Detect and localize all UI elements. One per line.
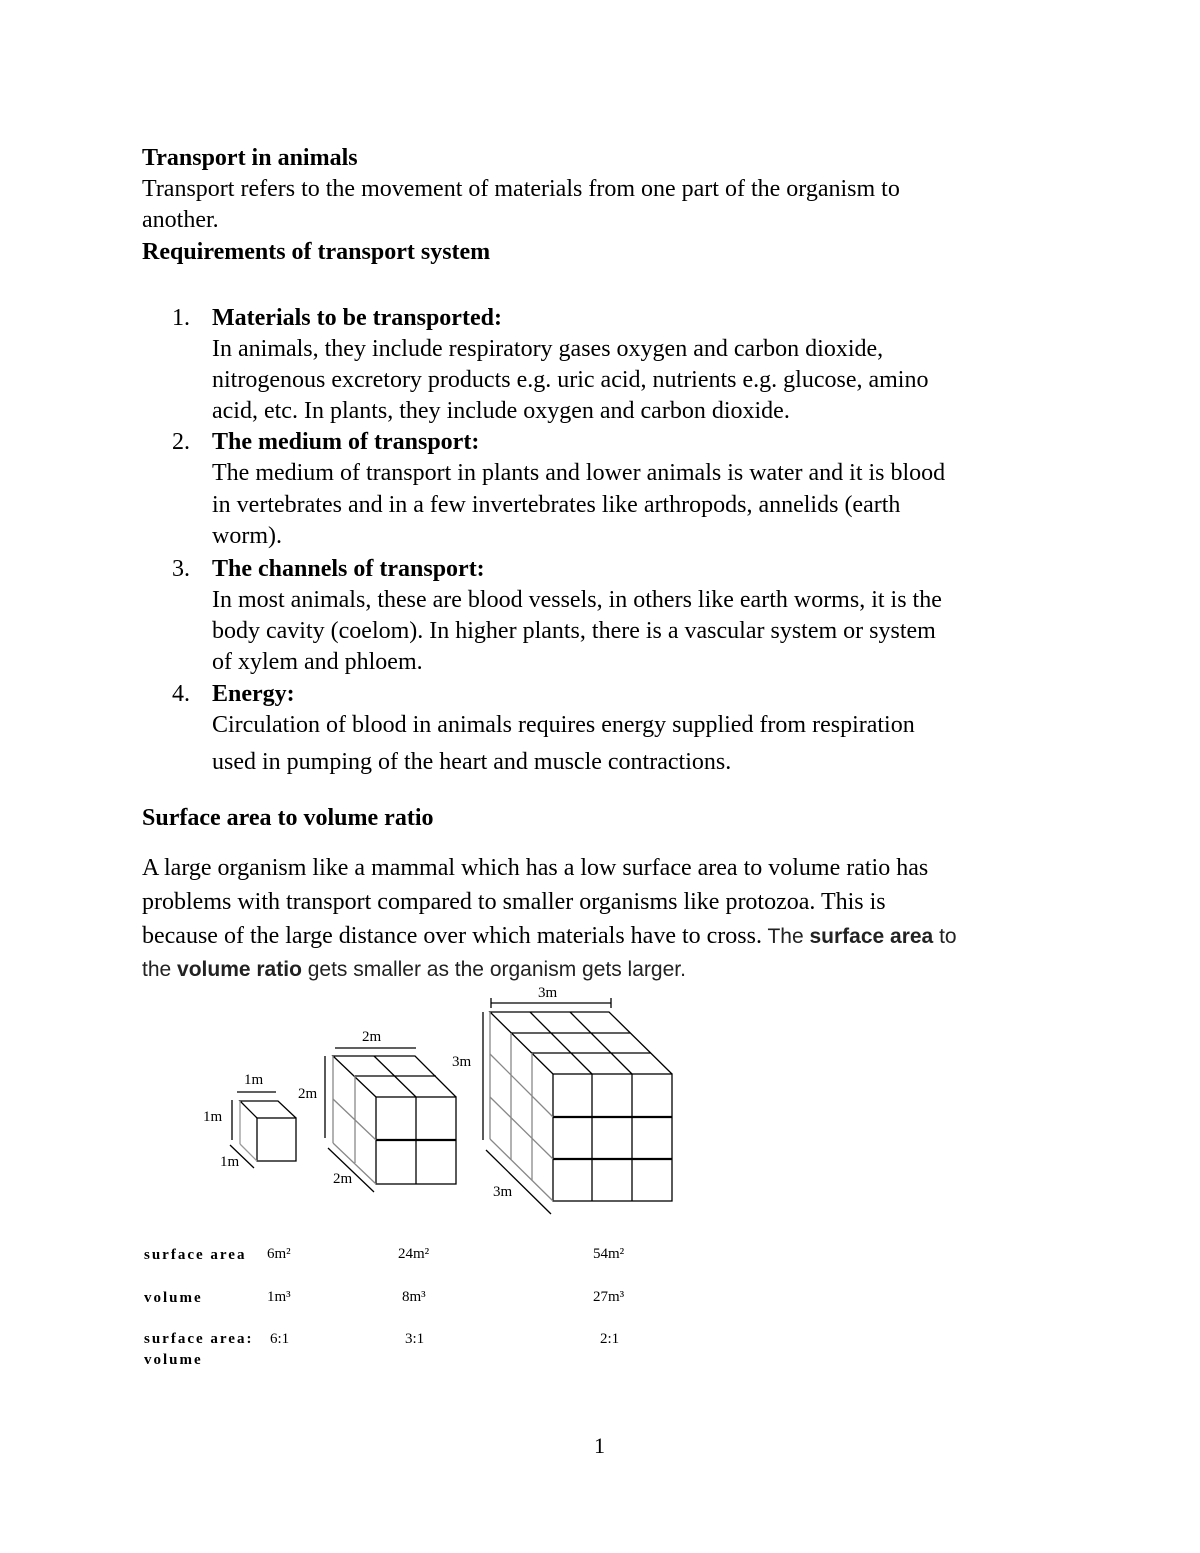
list-line: In animals, they include respiratory gases oxygen and carbon dioxide, [212, 336, 884, 362]
sa-paragraph-text: because of the large distance over which materials have to cross. [142, 923, 762, 949]
cube1-depth-label: 1m [220, 1154, 240, 1170]
list-line: nitrogenous excretory products e.g. uric acid, nutrients e.g. glucose, amino [212, 367, 929, 393]
table-cell: 1m³ [267, 1289, 291, 1305]
requirements-heading: Requirements of transport system [142, 239, 491, 265]
list-line: used in pumping of the heart and muscle contractions. [212, 749, 732, 775]
list-line: of xylem and phloem. [212, 649, 423, 675]
list-line: body cavity (coelom). In higher plants, there is a vascular system or system [212, 618, 936, 644]
list-number-3: 3. [172, 556, 190, 582]
list-heading-3: The channels of transport: [212, 556, 485, 582]
table-cell: 3:1 [405, 1331, 425, 1347]
cube-3m [483, 998, 672, 1214]
table-row-label: surface area [144, 1247, 247, 1263]
table-cell: 6:1 [270, 1331, 290, 1347]
table-cell: 8m³ [402, 1289, 426, 1305]
list-line: The medium of transport in plants and lower animals is water and it is blood [212, 460, 946, 486]
cube2-top-label: 2m [362, 1029, 382, 1045]
sa-paragraph-line: problems with transport compared to smaller organisms like protozoa. This is [142, 889, 886, 915]
cube2-side-label: 2m [298, 1086, 318, 1102]
page-number: 1 [594, 1433, 605, 1458]
cube2-depth-label: 2m [333, 1171, 353, 1187]
list-line: acid, etc. In plants, they include oxygen and carbon dioxide. [212, 398, 790, 424]
sa-sans-text: to [933, 925, 957, 948]
cube-1m [230, 1092, 296, 1168]
table-cell: 2:1 [600, 1331, 620, 1347]
sa-sans-bold: volume ratio [177, 958, 302, 981]
cube3-top-label: 3m [538, 985, 558, 1001]
sa-paragraph-line: A large organism like a mammal which has a low surface area to volume ratio has [142, 855, 929, 881]
cube1-top-label: 1m [244, 1072, 264, 1088]
list-heading-1: Materials to be transported: [212, 305, 502, 331]
table-row-label: surface area: [144, 1331, 254, 1347]
list-line: in vertebrates and in a few invertebrates like arthropods, annelids (earth [212, 492, 901, 518]
table-cell: 24m² [398, 1246, 430, 1262]
list-number-2: 2. [172, 429, 190, 455]
list-heading-2: The medium of transport: [212, 429, 480, 455]
list-line: Circulation of blood in animals requires energy supplied from respiration [212, 712, 915, 738]
sa-sans-text: gets smaller as the organism gets larger. [301, 958, 686, 981]
page-title: Transport in animals [142, 145, 358, 171]
sa-sans-bold: surface area [809, 925, 934, 948]
list-line: worm). [212, 523, 282, 549]
definition-line-2: another. [142, 207, 219, 233]
table-row-label: volume [144, 1290, 203, 1306]
list-number-1: 1. [172, 305, 190, 331]
surface-area-heading: Surface area to volume ratio [142, 805, 434, 831]
list-number-4: 4. [172, 681, 190, 707]
list-heading-4: Energy: [212, 681, 295, 707]
table-cell: 27m³ [593, 1289, 625, 1305]
definition-line-1: Transport refers to the movement of materials from one part of the organism to [142, 176, 900, 202]
list-line: In most animals, these are blood vessels, in others like earth worms, it is the [212, 587, 942, 613]
sa-sans-text: The [761, 925, 810, 948]
cube3-depth-label: 3m [493, 1184, 513, 1200]
table-cell: 6m² [267, 1246, 291, 1262]
table-row-label: volume [144, 1352, 203, 1368]
table-cell: 54m² [593, 1246, 625, 1262]
cube3-side-label: 3m [452, 1054, 472, 1070]
sa-sans-text: the [142, 958, 178, 981]
cube1-side-label: 1m [203, 1109, 223, 1125]
